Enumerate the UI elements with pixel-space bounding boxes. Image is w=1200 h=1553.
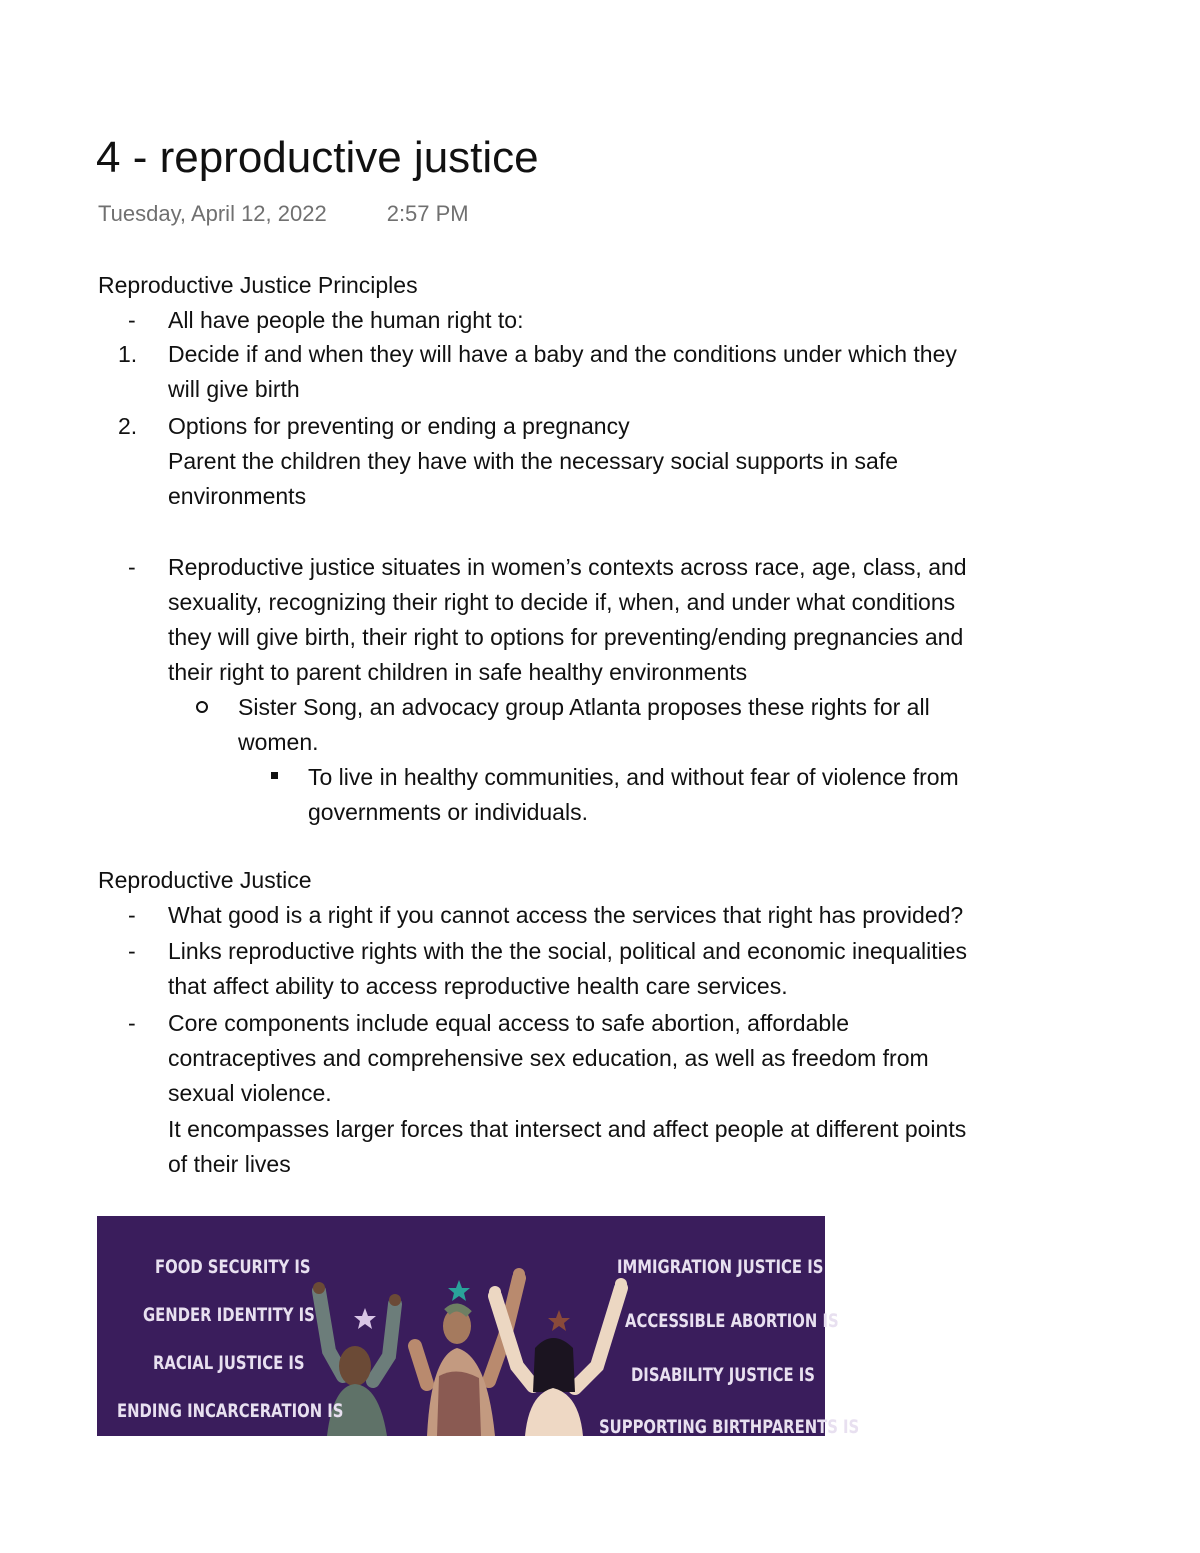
banner-text: SUPPORTING BIRTHPARENTS IS: [599, 1416, 860, 1438]
section-heading-principles: Reproductive Justice Principles: [98, 272, 418, 298]
banner-text: DISABILITY JUSTICE IS: [631, 1364, 815, 1386]
star-icon: [354, 1308, 376, 1329]
list-item: Decide if and when they will have a baby and the conditions under which they: [168, 341, 957, 367]
page-date: Tuesday, April 12, 2022: [98, 201, 327, 226]
list-item-continued: they will give birth, their right to options for preventing/ending pregnancies and: [168, 624, 964, 650]
list-item: Options for preventing or ending a pregnancy: [168, 413, 630, 439]
list-item: What good is a right if you cannot access the services that right has provided?: [168, 902, 964, 928]
banner-text: FOOD SECURITY IS: [155, 1256, 311, 1278]
dash-bullet: -: [128, 938, 136, 964]
page-title: 4 - reproductive justice: [96, 133, 539, 182]
section-heading-justice: Reproductive Justice: [98, 867, 312, 893]
list-item-continued: environments: [168, 483, 307, 509]
list-item-continued: their right to parent children in safe healthy environments: [168, 659, 748, 685]
banner-text: RACIAL JUSTICE IS: [153, 1352, 305, 1374]
banner-text: GENDER IDENTITY IS: [143, 1304, 315, 1326]
square-bullet: [271, 772, 278, 779]
list-item-continued: women.: [238, 729, 319, 755]
list-item: All have people the human right to:: [168, 307, 524, 333]
dash-bullet: -: [128, 554, 136, 580]
list-item: Core components include equal access to safe abortion, affordable: [168, 1010, 850, 1036]
reproductive-justice-banner-image: [97, 1216, 860, 1438]
dash-bullet: -: [128, 307, 136, 333]
dash-bullet: -: [128, 1010, 136, 1036]
list-item: Sister Song, an advocacy group Atlanta proposes these rights for all: [238, 694, 930, 720]
list-item-continued: of their lives: [168, 1151, 291, 1177]
list-item: Links reproductive rights with the the social, political and economic inequalities: [168, 938, 968, 964]
dash-bullet: -: [128, 902, 136, 928]
list-item-continued: contraceptives and comprehensive sex education, as well as freedom from: [168, 1045, 929, 1071]
list-item-continued: Parent the children they have with the necessary social supports in safe: [168, 448, 899, 474]
banner-text: IMMIGRATION JUSTICE IS: [617, 1256, 824, 1278]
list-item-continued: will give birth: [168, 376, 300, 402]
list-number: 2.: [118, 413, 138, 439]
star-icon: [548, 1310, 570, 1331]
list-item: Reproductive justice situates in women’s contexts across race, age, class, and: [168, 554, 967, 580]
banner-text: ENDING INCARCERATION IS: [117, 1400, 344, 1422]
list-item-continued: sexuality, recognizing their right to decide if, when, and under what conditions: [168, 589, 956, 615]
list-item-continued: that affect ability to access reproductive health care services.: [168, 973, 788, 999]
banner-text: ACCESSIBLE ABORTION IS: [625, 1310, 839, 1332]
circle-bullet: [196, 701, 208, 713]
list-item: To live in healthy communities, and without fear of violence from: [308, 764, 959, 790]
star-icon: [448, 1280, 470, 1301]
list-number: 1.: [118, 341, 138, 367]
page-time: 2:57 PM: [386, 201, 469, 226]
page-timestamp: [98, 200, 469, 228]
list-item-continued: It encompasses larger forces that intersect and affect people at different points: [168, 1116, 967, 1142]
list-item-continued: sexual violence.: [168, 1080, 332, 1106]
list-item-continued: governments or individuals.: [308, 799, 588, 825]
